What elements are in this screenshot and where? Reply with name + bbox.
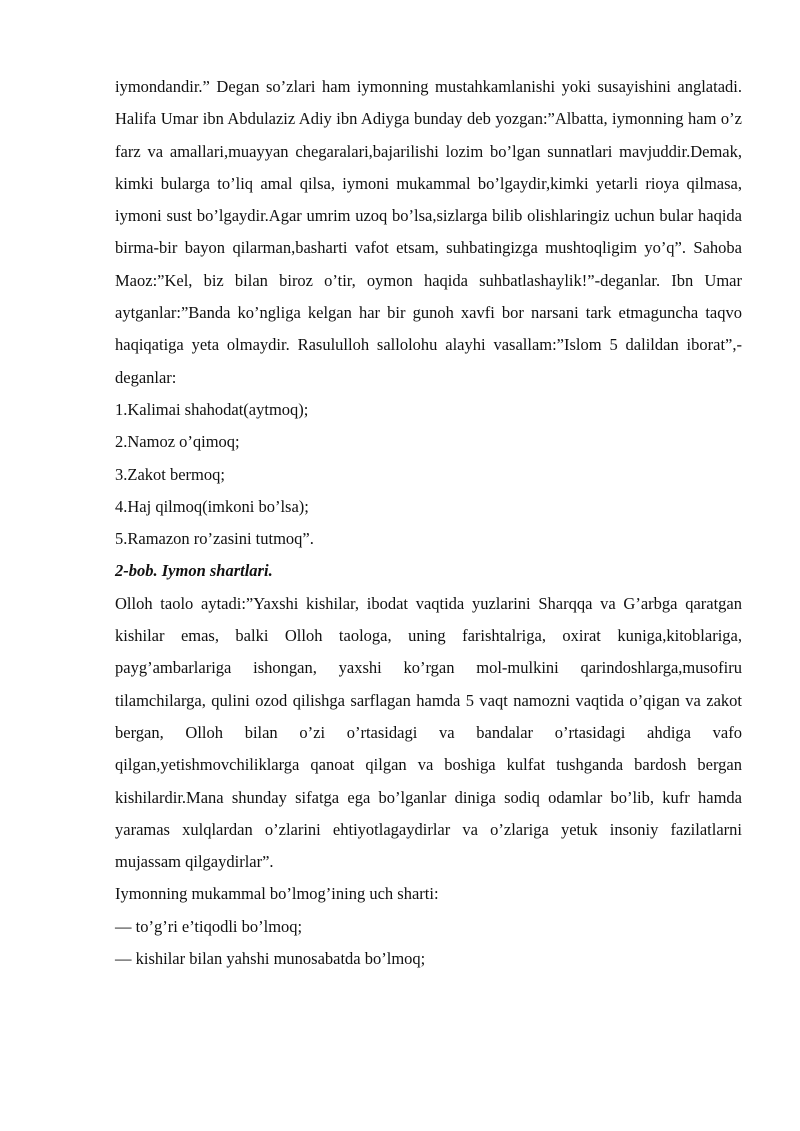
condition-item-munosabat: — kishilar bilan yahshi munosabatda bo’lmoq; xyxy=(115,949,426,969)
condition-item-etiqod: — to’g’ri e’tiqodli bo’lmoq; xyxy=(115,916,303,936)
conditions-intro: Iymonning mukammal bo’lmog’ining uch sharti: xyxy=(115,884,439,904)
document-page xyxy=(115,71,742,975)
paragraph-iymon-intro: iymondandir.” Degan so’zlari ham iymonning mustahkamlanishi yoki susayishini anglatadi. Halifa Umar ibn Abdulaziz Adiy ibn Adiyga bunday deb yozgan:”Albatta, iymonning ham o’z farz va amallari,muayyan chegaralari,bajarilishi lozim bo’lgan sunnatlari mavjuddir.Demak, kimki bularga to’liq amal qilsa, iymoni mukammal bo’lgaydir,kimki yetarli rioya qilmasa, iymoni sust bo’lgaydir.Agar umrim uzoq bo’lsa,sizlarga bilib olishlaringiz uchun bular haqida birma-bir bayon qilarman,basharti vafot etsam, suhbatingizga mushtoqligim yo’q”. Sahoba Maoz:”Kel, biz bilan biroz o’tir, oymon haqida suhbatlashaylik!”-deganlar. Ibn Umar aytganlar:”Banda ko’ngliga kelgan har bir gunoh xavfi bor narsani tark etmaguncha taqvo haqiqatiga yeta olmaydir. Rasululloh sallolohu alayhi vasallam:”Islom 5 dalildan iborat”,-deganlar: xyxy=(115,77,742,387)
list-item-zakot: 3.Zakot bermoq; xyxy=(115,464,225,484)
list-item-ramazon: 5.Ramazon ro’zasini tutmoq”. xyxy=(115,529,314,549)
list-item-haj: 4.Haj qilmoq(imkoni bo’lsa); xyxy=(115,496,309,516)
section-heading: 2-bob. Iymon shartlari. xyxy=(115,561,273,581)
list-item-namoz: 2.Namoz o’qimoq; xyxy=(115,432,240,452)
paragraph-olloh-taolo: Olloh taolo aytadi:”Yaxshi kishilar, ibodat vaqtida yuzlarini Sharqqa va G’arbga qaratgan kishilar emas, balki Olloh taologa, uning farishtalriga, oxirat kuniga,kitoblariga, payg’ambarlariga ishongan, yaxshi ko’rgan mol-mulkini qarindoshlarga,musofiru tilamchilarga, qulini ozod qilishga sarflagan hamda 5 vaqt namozni vaqtida o’qigan va zakot bergan, Olloh bilan o’zi o’rtasidagi va bandalar o’rtasidagi ahdiga vafo qilgan,yetishmovchiliklarga qanoat qilgan va boshiga kulfat tushganda bardosh bergan kishilardir.Mana shunday sifatga ega bo’lganlar diniga sodiq odamlar bo’lib, kufr hamda yaramas xulqlardan o’zlarini ehtiyotlagaydirlar va o’zlariga yetuk insoniy fazilatlarni mujassam qilgaydirlar”. xyxy=(115,593,742,872)
list-item-kalimai-shahodat: 1.Kalimai shahodat(aytmoq); xyxy=(115,399,309,419)
